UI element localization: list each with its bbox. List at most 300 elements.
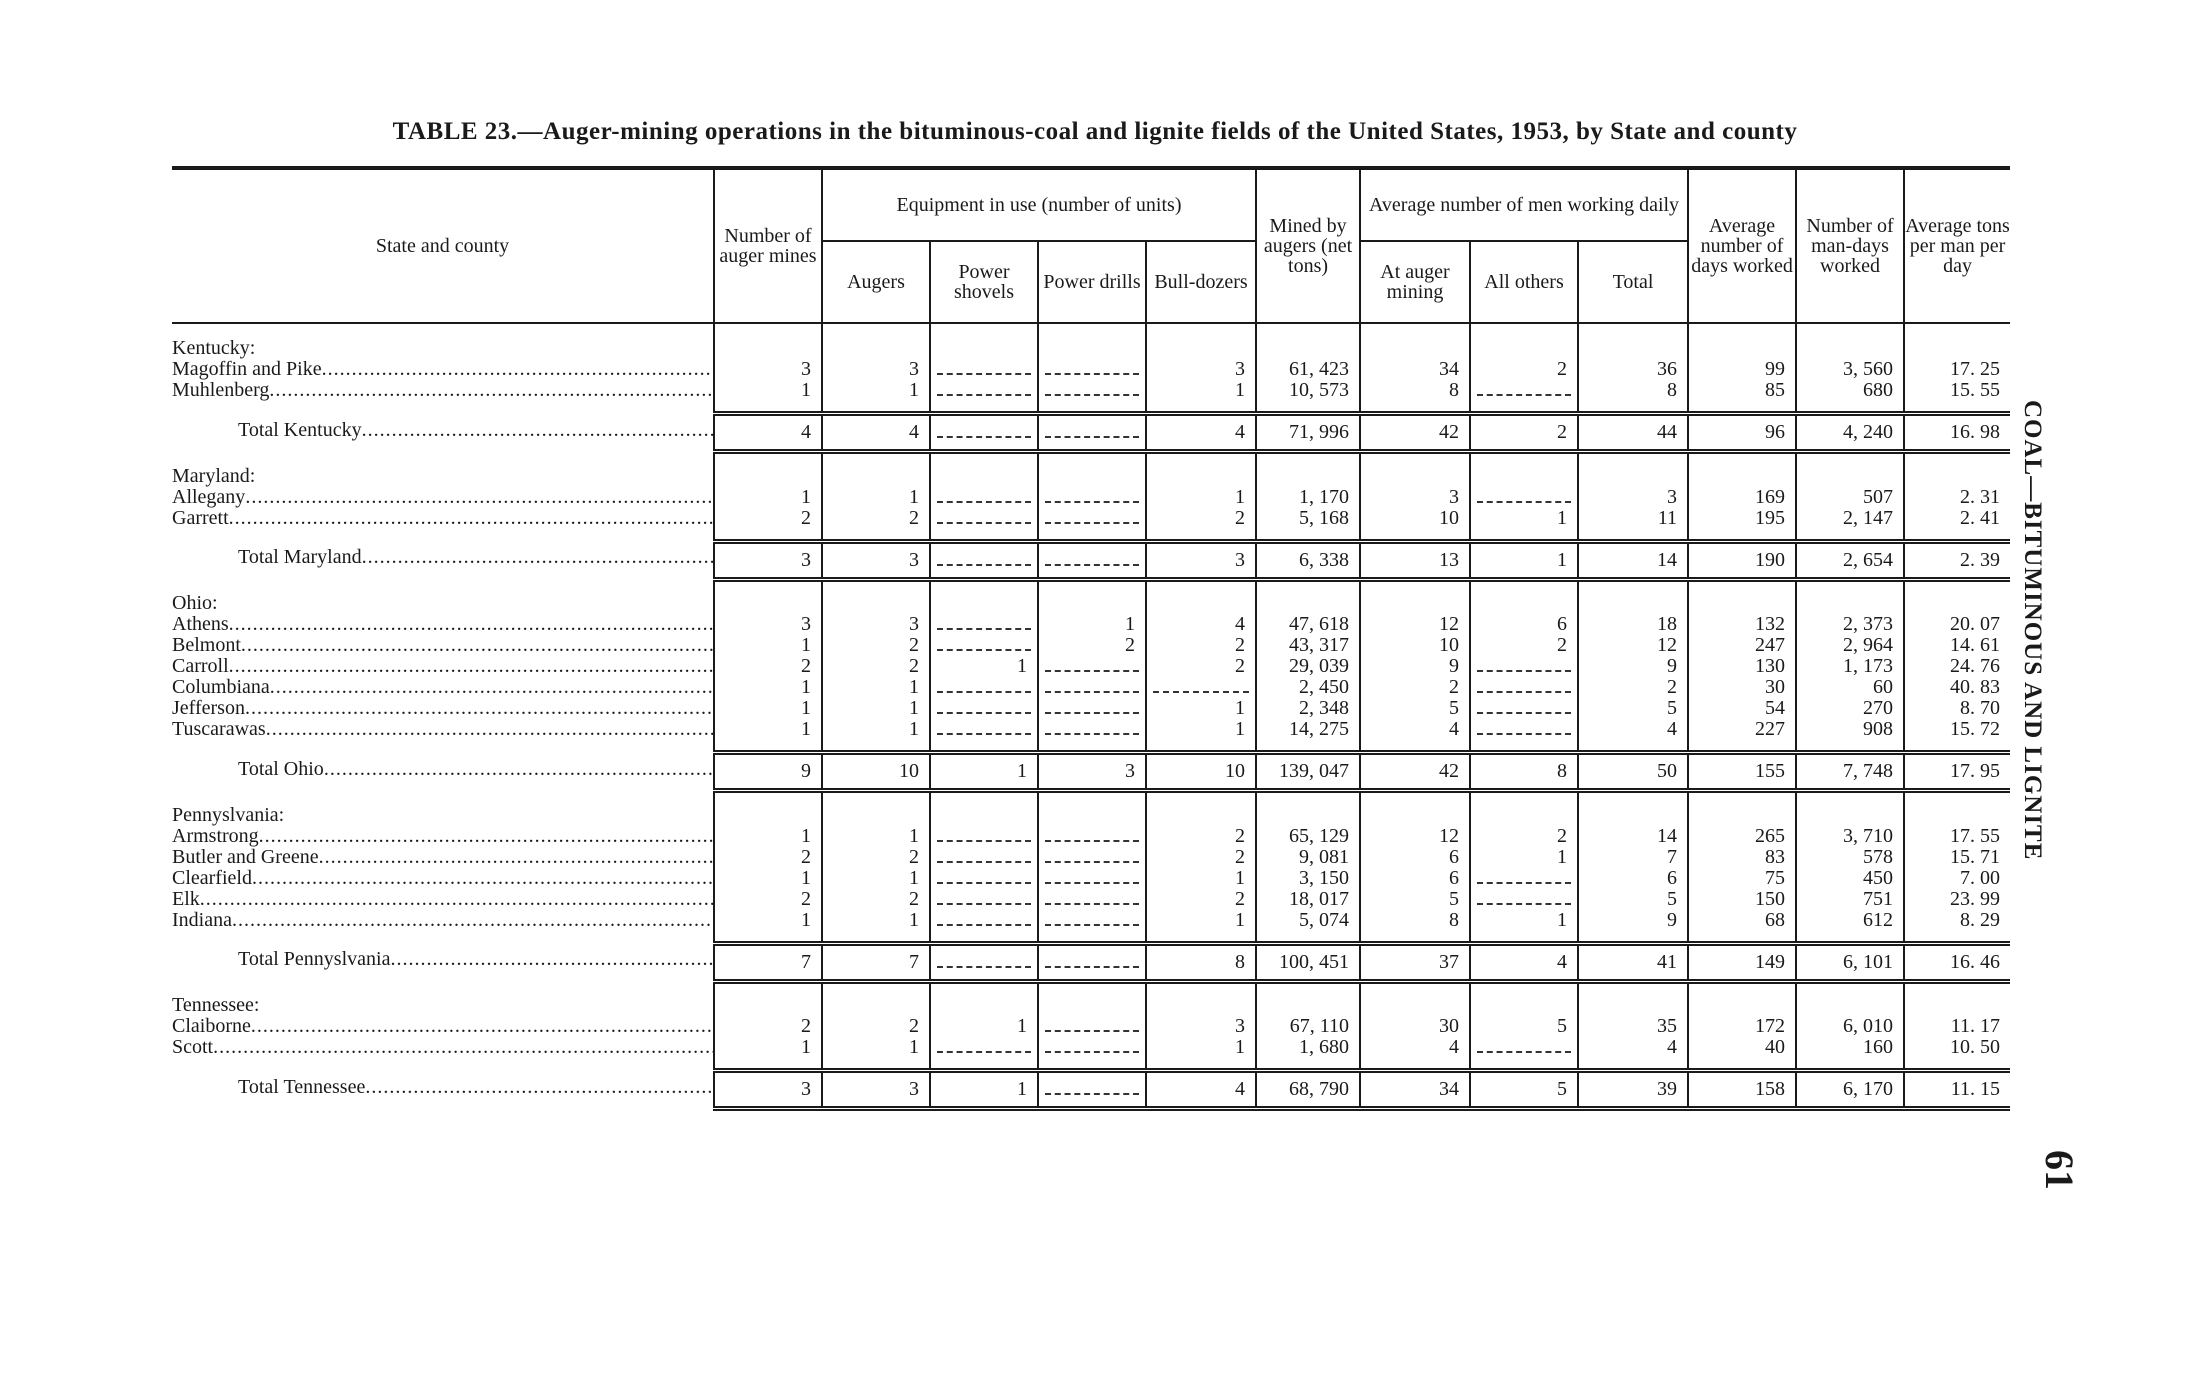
cell-mined-tons: 5, 168 xyxy=(1256,508,1360,529)
cell-mined-tons: 67, 110 xyxy=(1256,1016,1360,1037)
spacer-cell xyxy=(1688,740,1796,753)
empty-leader-dash xyxy=(1477,870,1570,884)
empty-cell xyxy=(822,323,930,359)
cell-bulldozers xyxy=(1146,677,1256,698)
cell-avg-tons: 16. 98 xyxy=(1904,414,2010,452)
empty-leader-dash xyxy=(937,721,1030,735)
cell-num-mines: 2 xyxy=(714,656,822,677)
spacer-cell xyxy=(1470,931,1578,944)
cell-power-shovels xyxy=(930,889,1038,910)
county-name xyxy=(172,635,714,656)
county-name xyxy=(172,677,714,698)
empty-leader-dash xyxy=(1045,658,1138,672)
cell-power-shovels: 1 xyxy=(930,753,1038,791)
table-row xyxy=(172,614,2010,635)
total-row xyxy=(172,414,2010,452)
spacer-cell xyxy=(1256,1058,1360,1071)
county-name xyxy=(172,868,714,889)
total-label: Total Pennyslvania ..... xyxy=(238,948,714,970)
cell-power-shovels xyxy=(930,635,1038,656)
spacer-cell xyxy=(714,529,822,542)
cell-men-at-auger: 42 xyxy=(1360,753,1470,791)
empty-leader-dash xyxy=(937,679,1030,693)
table-body xyxy=(172,323,2010,1109)
county-label: Athens ..... xyxy=(172,614,714,635)
cell-augers: 3 xyxy=(822,541,930,579)
cell-mined-tons: 9, 081 xyxy=(1256,847,1360,868)
cell-men-total: 35 xyxy=(1578,1016,1688,1037)
spacer-cell xyxy=(1256,740,1360,753)
spacer-cell xyxy=(172,740,714,753)
cell-men-all-others xyxy=(1470,1037,1578,1058)
empty-cell xyxy=(1796,981,1904,1016)
spacer-cell xyxy=(930,401,1038,414)
county-label: Allegany ..... xyxy=(172,487,714,508)
state-heading-row xyxy=(172,981,2010,1016)
county-name xyxy=(172,508,714,529)
cell-bulldozers: 1 xyxy=(1146,868,1256,889)
cell-avg-days: 265 xyxy=(1688,826,1796,847)
empty-cell xyxy=(1360,323,1470,359)
header-man-days: Number of man-days worked xyxy=(1796,168,1904,323)
cell-men-all-others xyxy=(1470,487,1578,508)
spacer-cell xyxy=(1360,740,1470,753)
cell-avg-days: 247 xyxy=(1688,635,1796,656)
cell-avg-tons: 11. 15 xyxy=(1904,1071,2010,1109)
cell-num-mines: 1 xyxy=(714,1037,822,1058)
cell-power-drills xyxy=(1038,847,1146,868)
cell-man-days: 3, 560 xyxy=(1796,359,1904,380)
state-name: Ohio: xyxy=(172,592,218,614)
county-name xyxy=(172,847,714,868)
empty-cell xyxy=(1470,323,1578,359)
cell-power-drills: 1 xyxy=(1038,614,1146,635)
empty-leader-dash xyxy=(1477,721,1570,735)
cell-power-drills xyxy=(1038,698,1146,719)
cell-men-all-others: 5 xyxy=(1470,1016,1578,1037)
cell-bulldozers: 1 xyxy=(1146,910,1256,931)
cell-power-shovels xyxy=(930,943,1038,981)
cell-power-shovels xyxy=(930,826,1038,847)
county-label: Jefferson ..... xyxy=(172,698,714,719)
spacer-cell xyxy=(1146,931,1256,944)
cell-men-all-others xyxy=(1470,677,1578,698)
total-row xyxy=(172,541,2010,579)
cell-man-days: 578 xyxy=(1796,847,1904,868)
total-name xyxy=(172,414,714,452)
cell-num-mines: 7 xyxy=(714,943,822,981)
cell-bulldozers: 2 xyxy=(1146,508,1256,529)
empty-cell xyxy=(714,791,822,826)
empty-cell xyxy=(1256,791,1360,826)
spacer-cell xyxy=(172,529,714,542)
spacer-cell xyxy=(1146,401,1256,414)
cell-power-shovels: 1 xyxy=(930,1071,1038,1109)
header-at-auger: At auger mining xyxy=(1360,241,1470,323)
empty-leader-dash xyxy=(937,849,1030,863)
county-label: Armstrong ..... xyxy=(172,826,714,847)
county-name xyxy=(172,487,714,508)
table-row xyxy=(172,380,2010,401)
cell-num-mines: 1 xyxy=(714,635,822,656)
empty-leader-dash xyxy=(1477,700,1570,714)
table-row xyxy=(172,889,2010,910)
cell-num-mines: 1 xyxy=(714,868,822,889)
spacer-cell xyxy=(930,931,1038,944)
spacer-cell xyxy=(1904,931,2010,944)
empty-cell xyxy=(1256,323,1360,359)
header-num-mines: Number of auger mines xyxy=(714,168,822,323)
spacer-row xyxy=(172,529,2010,542)
empty-cell xyxy=(1470,579,1578,614)
empty-leader-dash xyxy=(1477,658,1570,672)
empty-cell xyxy=(822,579,930,614)
spacer-cell xyxy=(172,401,714,414)
cell-mined-tons: 47, 618 xyxy=(1256,614,1360,635)
county-label: Garrett ..... xyxy=(172,508,714,529)
table-row xyxy=(172,868,2010,889)
state-heading-row xyxy=(172,323,2010,359)
cell-num-mines: 2 xyxy=(714,847,822,868)
spacer-cell xyxy=(822,931,930,944)
empty-leader-dash xyxy=(1477,489,1570,503)
cell-avg-days: 190 xyxy=(1688,541,1796,579)
cell-men-total: 5 xyxy=(1578,889,1688,910)
spacer-cell xyxy=(1038,401,1146,414)
cell-men-total: 3 xyxy=(1578,487,1688,508)
header-power-shovels: Power shovels xyxy=(930,241,1038,323)
cell-men-at-auger: 6 xyxy=(1360,868,1470,889)
cell-avg-tons: 2. 31 xyxy=(1904,487,2010,508)
state-name: Kentucky: xyxy=(172,337,256,359)
spacer-cell xyxy=(1688,529,1796,542)
cell-avg-days: 130 xyxy=(1688,656,1796,677)
spacer-row xyxy=(172,401,2010,414)
cell-bulldozers: 4 xyxy=(1146,614,1256,635)
cell-power-shovels xyxy=(930,359,1038,380)
empty-cell xyxy=(822,981,930,1016)
cell-men-all-others: 2 xyxy=(1470,359,1578,380)
empty-cell xyxy=(1796,791,1904,826)
empty-cell xyxy=(1796,323,1904,359)
county-label: Butler and Greene ..... xyxy=(172,847,714,868)
cell-men-at-auger: 12 xyxy=(1360,826,1470,847)
cell-avg-days: 85 xyxy=(1688,380,1796,401)
header-avg-tons: Average tons per man per day xyxy=(1904,168,2010,323)
cell-power-drills xyxy=(1038,508,1146,529)
cell-avg-days: 149 xyxy=(1688,943,1796,981)
cell-bulldozers: 1 xyxy=(1146,1037,1256,1058)
cell-mined-tons: 100, 451 xyxy=(1256,943,1360,981)
empty-leader-dash xyxy=(937,1039,1030,1053)
spacer-cell xyxy=(822,740,930,753)
cell-power-drills xyxy=(1038,541,1146,579)
county-name xyxy=(172,1016,714,1037)
cell-augers: 1 xyxy=(822,677,930,698)
cell-men-total: 2 xyxy=(1578,677,1688,698)
spacer-cell xyxy=(1796,401,1904,414)
spacer-cell xyxy=(930,1058,1038,1071)
county-label: Claiborne ..... xyxy=(172,1016,714,1037)
empty-leader-dash xyxy=(1045,721,1138,735)
state-heading-row xyxy=(172,452,2010,487)
cell-power-drills xyxy=(1038,719,1146,740)
cell-bulldozers: 1 xyxy=(1146,487,1256,508)
spacer-cell xyxy=(1688,931,1796,944)
empty-cell xyxy=(1038,452,1146,487)
total-row xyxy=(172,753,2010,791)
empty-leader-dash xyxy=(1045,870,1138,884)
cell-avg-days: 40 xyxy=(1688,1037,1796,1058)
cell-power-drills xyxy=(1038,677,1146,698)
cell-men-all-others xyxy=(1470,889,1578,910)
empty-leader-dash xyxy=(1477,891,1570,905)
cell-men-at-auger: 30 xyxy=(1360,1016,1470,1037)
cell-avg-tons: 2. 41 xyxy=(1904,508,2010,529)
cell-power-shovels xyxy=(930,487,1038,508)
empty-leader-dash xyxy=(1045,700,1138,714)
spacer-cell xyxy=(172,1058,714,1071)
cell-power-drills xyxy=(1038,1037,1146,1058)
spacer-cell xyxy=(1360,931,1470,944)
empty-leader-dash xyxy=(1045,552,1138,566)
spacer-cell xyxy=(930,740,1038,753)
cell-augers: 1 xyxy=(822,380,930,401)
cell-avg-tons: 14. 61 xyxy=(1904,635,2010,656)
cell-augers: 7 xyxy=(822,943,930,981)
spacer-cell xyxy=(1578,1058,1688,1071)
spacer-cell xyxy=(714,931,822,944)
cell-num-mines: 1 xyxy=(714,826,822,847)
cell-power-drills xyxy=(1038,487,1146,508)
cell-avg-days: 75 xyxy=(1688,868,1796,889)
cell-men-at-auger: 10 xyxy=(1360,635,1470,656)
empty-cell xyxy=(1796,579,1904,614)
cell-men-total: 14 xyxy=(1578,826,1688,847)
header-men-group: Average number of men working daily xyxy=(1360,168,1688,241)
cell-avg-days: 54 xyxy=(1688,698,1796,719)
cell-augers: 3 xyxy=(822,1071,930,1109)
cell-power-drills: 2 xyxy=(1038,635,1146,656)
spacer-cell xyxy=(822,1058,930,1071)
cell-men-all-others xyxy=(1470,380,1578,401)
cell-power-shovels xyxy=(930,508,1038,529)
cell-mined-tons: 14, 275 xyxy=(1256,719,1360,740)
header-bulldozers: Bull-dozers xyxy=(1146,241,1256,323)
empty-cell xyxy=(1578,323,1688,359)
cell-mined-tons: 29, 039 xyxy=(1256,656,1360,677)
cell-num-mines: 4 xyxy=(714,414,822,452)
cell-avg-tons: 23. 99 xyxy=(1904,889,2010,910)
spacer-cell xyxy=(1470,401,1578,414)
cell-mined-tons: 10, 573 xyxy=(1256,380,1360,401)
cell-augers: 4 xyxy=(822,414,930,452)
empty-cell xyxy=(1796,452,1904,487)
cell-augers: 2 xyxy=(822,889,930,910)
cell-augers: 1 xyxy=(822,698,930,719)
cell-men-total: 41 xyxy=(1578,943,1688,981)
cell-men-total: 11 xyxy=(1578,508,1688,529)
empty-leader-dash xyxy=(937,616,1030,630)
spacer-cell xyxy=(1578,740,1688,753)
cell-man-days: 270 xyxy=(1796,698,1904,719)
county-label: Scott ..... xyxy=(172,1037,714,1058)
cell-avg-days: 158 xyxy=(1688,1071,1796,1109)
cell-bulldozers: 1 xyxy=(1146,698,1256,719)
empty-leader-dash xyxy=(1477,382,1570,396)
header-augers: Augers xyxy=(822,241,930,323)
spacer-cell xyxy=(1146,740,1256,753)
cell-man-days: 2, 654 xyxy=(1796,541,1904,579)
cell-man-days: 450 xyxy=(1796,868,1904,889)
empty-leader-dash xyxy=(1045,424,1138,438)
cell-augers: 3 xyxy=(822,359,930,380)
cell-men-at-auger: 5 xyxy=(1360,889,1470,910)
table-row xyxy=(172,677,2010,698)
cell-avg-days: 155 xyxy=(1688,753,1796,791)
empty-leader-dash xyxy=(1045,489,1138,503)
cell-bulldozers: 2 xyxy=(1146,847,1256,868)
county-name xyxy=(172,698,714,719)
cell-avg-tons: 15. 71 xyxy=(1904,847,2010,868)
empty-cell xyxy=(1256,452,1360,487)
cell-mined-tons: 1, 170 xyxy=(1256,487,1360,508)
cell-men-total: 9 xyxy=(1578,910,1688,931)
cell-power-drills xyxy=(1038,826,1146,847)
cell-men-all-others: 2 xyxy=(1470,635,1578,656)
cell-num-mines: 2 xyxy=(714,1016,822,1037)
cell-man-days: 2, 373 xyxy=(1796,614,1904,635)
cell-avg-tons: 17. 25 xyxy=(1904,359,2010,380)
cell-men-at-auger: 12 xyxy=(1360,614,1470,635)
spacer-cell xyxy=(1796,529,1904,542)
empty-leader-dash xyxy=(1045,891,1138,905)
county-label: Clearfield ..... xyxy=(172,868,714,889)
header-total-men: Total xyxy=(1578,241,1688,323)
cell-men-all-others: 8 xyxy=(1470,753,1578,791)
cell-power-shovels: 1 xyxy=(930,656,1038,677)
county-label: Muhlenberg ..... xyxy=(172,380,714,401)
cell-power-shovels xyxy=(930,910,1038,931)
cell-mined-tons: 43, 317 xyxy=(1256,635,1360,656)
cell-men-total: 8 xyxy=(1578,380,1688,401)
cell-men-all-others: 2 xyxy=(1470,826,1578,847)
spacer-cell xyxy=(1146,529,1256,542)
spacer-cell xyxy=(822,401,930,414)
cell-man-days: 1, 173 xyxy=(1796,656,1904,677)
spacer-cell xyxy=(1904,740,2010,753)
cell-power-drills xyxy=(1038,359,1146,380)
cell-mined-tons: 2, 348 xyxy=(1256,698,1360,719)
table-row xyxy=(172,487,2010,508)
cell-men-at-auger: 2 xyxy=(1360,677,1470,698)
cell-bulldozers: 1 xyxy=(1146,380,1256,401)
county-name xyxy=(172,889,714,910)
cell-avg-days: 150 xyxy=(1688,889,1796,910)
county-name xyxy=(172,719,714,740)
empty-leader-dash xyxy=(937,552,1030,566)
cell-bulldozers: 4 xyxy=(1146,414,1256,452)
cell-avg-days: 68 xyxy=(1688,910,1796,931)
header-state-county: State and county xyxy=(375,235,510,257)
spacer-cell xyxy=(714,401,822,414)
county-name xyxy=(172,826,714,847)
cell-man-days: 908 xyxy=(1796,719,1904,740)
cell-power-shovels xyxy=(930,847,1038,868)
county-label: Indiana ..... xyxy=(172,910,714,931)
cell-num-mines: 1 xyxy=(714,380,822,401)
header-mined: Mined by augers (net tons) xyxy=(1256,168,1360,323)
state-name: Maryland: xyxy=(172,464,256,487)
cell-man-days: 680 xyxy=(1796,380,1904,401)
cell-man-days: 7, 748 xyxy=(1796,753,1904,791)
spacer-cell xyxy=(1038,740,1146,753)
cell-mined-tons: 65, 129 xyxy=(1256,826,1360,847)
county-label: Belmont ..... xyxy=(172,635,714,656)
cell-men-total: 6 xyxy=(1578,868,1688,889)
empty-leader-dash xyxy=(937,700,1030,714)
empty-leader-dash xyxy=(937,510,1030,524)
table-title: TABLE 23.—Auger-mining operations in the bituminous-coal and lignite fields of the United States, 1953, by State and county xyxy=(392,118,1798,145)
cell-men-at-auger: 4 xyxy=(1360,1037,1470,1058)
table-row xyxy=(172,719,2010,740)
empty-cell xyxy=(1904,791,2010,826)
cell-mined-tons: 18, 017 xyxy=(1256,889,1360,910)
state-name: Pennyslvania: xyxy=(172,803,285,826)
table-row xyxy=(172,698,2010,719)
cell-avg-tons: 40. 83 xyxy=(1904,677,2010,698)
empty-leader-dash xyxy=(937,489,1030,503)
cell-bulldozers: 2 xyxy=(1146,889,1256,910)
cell-man-days: 612 xyxy=(1796,910,1904,931)
cell-num-mines: 9 xyxy=(714,753,822,791)
spacer-cell xyxy=(1470,740,1578,753)
empty-cell xyxy=(1578,452,1688,487)
spacer-cell xyxy=(1256,529,1360,542)
cell-mined-tons: 6, 338 xyxy=(1256,541,1360,579)
cell-num-mines: 1 xyxy=(714,487,822,508)
cell-avg-tons: 24. 76 xyxy=(1904,656,2010,677)
cell-men-all-others: 4 xyxy=(1470,943,1578,981)
empty-cell xyxy=(930,323,1038,359)
header-equipment-group: Equipment in use (number of units) xyxy=(822,168,1256,241)
state-heading-row xyxy=(172,791,2010,826)
spacer-cell xyxy=(1146,1058,1256,1071)
empty-cell xyxy=(1146,981,1256,1016)
cell-avg-tons: 2. 39 xyxy=(1904,541,2010,579)
auger-mining-table xyxy=(172,166,2010,1111)
empty-cell xyxy=(1688,452,1796,487)
total-name xyxy=(172,943,714,981)
spacer-cell xyxy=(1578,401,1688,414)
empty-leader-dash xyxy=(1045,849,1138,863)
cell-men-all-others xyxy=(1470,698,1578,719)
cell-man-days: 6, 010 xyxy=(1796,1016,1904,1037)
table-row xyxy=(172,847,2010,868)
cell-mined-tons: 5, 074 xyxy=(1256,910,1360,931)
empty-cell xyxy=(714,579,822,614)
empty-cell xyxy=(1038,981,1146,1016)
cell-bulldozers: 4 xyxy=(1146,1071,1256,1109)
cell-power-shovels xyxy=(930,719,1038,740)
empty-cell xyxy=(822,452,930,487)
cell-avg-days: 169 xyxy=(1688,487,1796,508)
empty-cell xyxy=(1146,791,1256,826)
cell-avg-tons: 7. 00 xyxy=(1904,868,2010,889)
empty-cell xyxy=(1470,791,1578,826)
cell-men-at-auger: 34 xyxy=(1360,359,1470,380)
spacer-cell xyxy=(714,1058,822,1071)
